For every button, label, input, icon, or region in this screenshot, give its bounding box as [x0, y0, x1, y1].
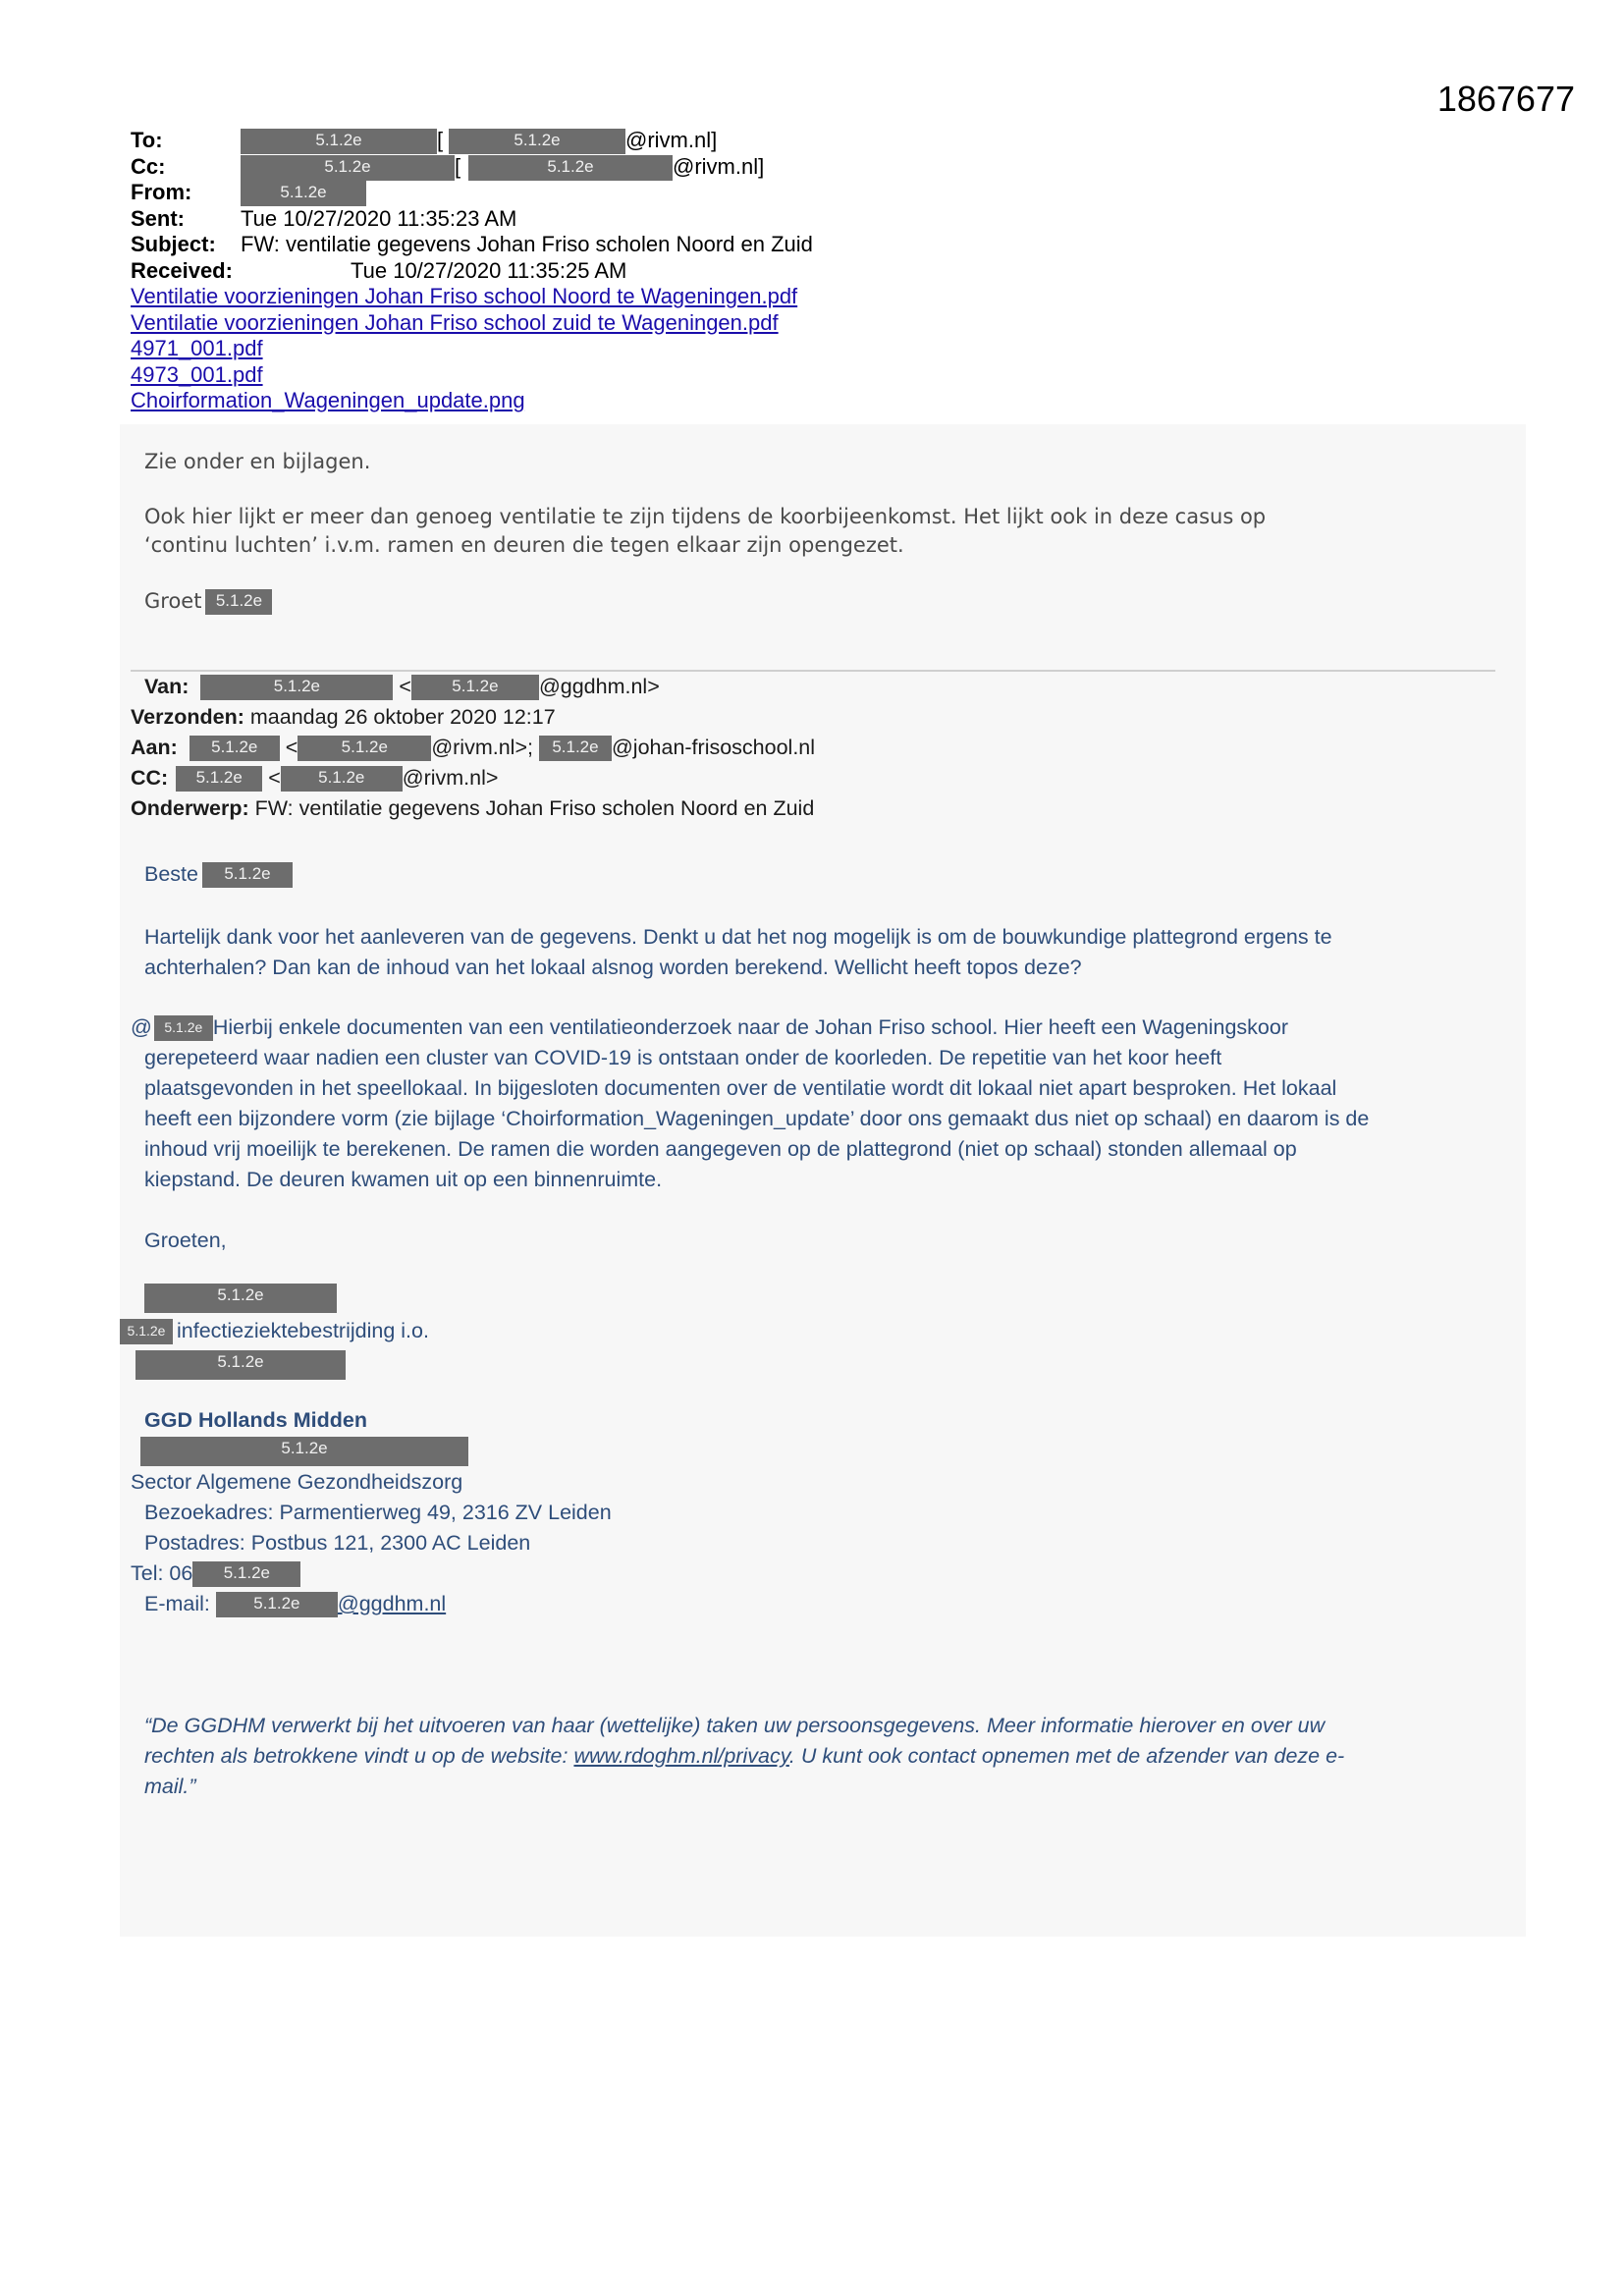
p1b: achterhalen? Dan kan de inhoud van het lokaal alsnog worden berekend. Wellicht heeft topos deze? — [144, 956, 1082, 979]
p2c: plaatsgevonden in het speellokaal. In bijgesloten documenten over de ventilatie wordt dit lokaal niet apart besproken. Het lokaal — [144, 1076, 1337, 1100]
sector: Sector Algemene Gezondheidszorg — [131, 1470, 463, 1494]
redaction: 5.1.2e — [140, 1437, 468, 1466]
received-row — [131, 258, 797, 285]
sig-redaction-2 — [135, 1350, 346, 1380]
p2a-line — [131, 1012, 1288, 1043]
redaction: 5.1.2e — [202, 862, 293, 888]
redaction: 5.1.2e — [241, 155, 455, 181]
redaction: 5.1.2e — [189, 736, 280, 761]
p2b: gerepeteerd waar nadien een cluster van COVID-19 is ontstaan onder de koorleden. De repetitie van het koor heeft — [144, 1046, 1222, 1069]
redaction: 5.1.2e — [205, 589, 272, 615]
p2a: Hierbij enkele documenten van een ventilatieonderzoek naar de Johan Friso school. Hier heeft een Wageningskoor — [212, 1015, 1288, 1039]
aan-domain1: @rivm.nl>; — [431, 736, 533, 759]
outer-header — [131, 128, 813, 414]
email-label: E-mail: — [144, 1592, 210, 1615]
attachment-list — [131, 284, 797, 414]
aan-label: Aan: — [131, 736, 178, 759]
redaction: 5.1.2e — [411, 675, 539, 700]
onderwerp-label: Onderwerp: — [131, 796, 249, 820]
redaction: 5.1.2e — [216, 1592, 338, 1617]
verzonden-label: Verzonden: — [131, 705, 244, 729]
beste-line — [144, 859, 293, 890]
bezoekadres: Bezoekadres: Parmentierweg 49, 2316 ZV Leiden — [144, 1501, 612, 1524]
redaction: 5.1.2e — [176, 766, 262, 792]
redaction: 5.1.2e — [468, 155, 673, 181]
sig-redaction-1 — [144, 1284, 337, 1313]
role: infectieziektebestrijding i.o. — [177, 1319, 429, 1342]
postadres: Postadres: Postbus 121, 2300 AC Leiden — [144, 1531, 531, 1555]
groeten: Groeten, — [144, 1229, 227, 1252]
first-body-line2b: ‘continu luchten’ i.v.m. ramen en deuren die tegen elkaar zijn opengezet. — [144, 533, 904, 557]
cc-inner-domain: @rivm.nl> — [402, 766, 499, 790]
greeting-text: Groet — [144, 589, 202, 613]
received-label: Received: — [131, 257, 233, 283]
disclaimer-line3: mail.” — [144, 1775, 196, 1798]
to-row: To: 5.1.2e [ 5.1.2e @rivm.nl] — [131, 128, 797, 154]
redaction: 5.1.2e — [144, 1284, 337, 1313]
redaction: 5.1.2e — [135, 1350, 346, 1380]
attachment-link[interactable]: Ventilatie voorzieningen Johan Friso school Noord te Wageningen.pdf — [131, 284, 798, 308]
from-label: From: — [131, 180, 192, 204]
subject-row — [131, 232, 813, 258]
onderwerp-row — [131, 793, 814, 824]
redaction: 5.1.2e — [241, 181, 366, 206]
attachment-link[interactable]: Ventilatie voorzieningen Johan Friso school zuid te Wageningen.pdf — [131, 309, 779, 335]
redaction: 5.1.2e — [120, 1319, 173, 1344]
p2d: heeft een bijzondere vorm (zie bijlage ‘Choirformation_Wageningen_update’ door ons gemaakt dus niet op schaal) en daarom is de — [144, 1107, 1370, 1130]
cc-label: Cc: — [131, 153, 166, 179]
attachment-link[interactable]: 4973_001.pdf — [131, 361, 263, 387]
attachment-link[interactable]: Choirformation_Wageningen_update.png — [131, 388, 525, 412]
to-label: To: — [131, 128, 163, 152]
aan-row: Aan: 5.1.2e < 5.1.2e @rivm.nl>; 5.1.2e @johan-frisoschool.nl — [131, 733, 815, 763]
greeting — [144, 587, 272, 616]
disclaimer-text: . U kunt ook contact opnemen met de afzender van deze e- — [788, 1744, 1345, 1768]
disclaimer-text: rechten als betrokkene vindt u op de website: — [144, 1744, 574, 1768]
van-domain: @ggdhm.nl> — [538, 675, 660, 698]
first-body-line1: Zie onder en bijlagen. — [144, 450, 371, 473]
redaction: 5.1.2e — [449, 129, 625, 154]
first-body-line2a: Ook hier lijkt er meer dan genoeg ventilatie te zijn tijdens de koorbijeenkomst. Het lijkt ook in deze casus op — [144, 505, 1267, 528]
redaction: 5.1.2e — [241, 129, 437, 154]
sent-label: Sent: — [131, 205, 185, 231]
p2e: inhoud vrij moeilijk te berekenen. De ramen die worden aangegeven op de plattegrond (niet op schaal) stonden allemaal op — [144, 1137, 1297, 1161]
cc-inner-row: CC: 5.1.2e < 5.1.2e @rivm.nl> — [131, 763, 498, 793]
sent-value: Tue 10/27/2020 11:35:23 AM — [241, 205, 517, 231]
document-number: 1867677 — [1436, 79, 1575, 119]
onderwerp-value: FW: ventilatie gegevens Johan Friso scholen Noord en Zuid — [254, 796, 815, 820]
sig-redaction-3 — [140, 1437, 468, 1466]
from-row — [131, 180, 797, 206]
redaction: 5.1.2e — [298, 736, 431, 761]
redaction: 5.1.2e — [154, 1015, 213, 1041]
verzonden-row — [131, 702, 556, 733]
received-value: Tue 10/27/2020 11:35:25 AM — [351, 257, 627, 283]
disclaimer-line2 — [144, 1741, 1344, 1772]
aan-domain2: @johan-frisoschool.nl — [611, 736, 816, 759]
cc-inner-label: CC: — [131, 766, 169, 790]
at-sign: @ — [131, 1015, 152, 1039]
beste-text: Beste — [144, 862, 198, 886]
attachment-link[interactable]: 4971_001.pdf — [131, 336, 263, 360]
tel-line — [131, 1558, 300, 1589]
to-domain: @rivm.nl] — [625, 128, 718, 152]
redaction: 5.1.2e — [539, 736, 612, 761]
p2f: kiepstand. De deuren kwamen uit op een binnenruimte. — [144, 1168, 663, 1191]
email-line — [144, 1589, 446, 1619]
subject-label: Subject: — [131, 232, 216, 256]
van-label: Van: — [144, 675, 189, 698]
verzonden-value: maandag 26 oktober 2020 12:17 — [249, 705, 556, 729]
tel-label: Tel: 06 — [131, 1561, 193, 1585]
redaction: 5.1.2e — [281, 766, 403, 792]
redaction: 5.1.2e — [200, 675, 393, 700]
van-row: Van: 5.1.2e < 5.1.2e @ggdhm.nl> — [144, 672, 660, 702]
sent-row — [131, 206, 797, 233]
subject-value: FW: ventilatie gegevens Johan Friso scholen Noord en Zuid — [241, 232, 813, 256]
org-name: GGD Hollands Midden — [144, 1408, 367, 1432]
cc-row: Cc: 5.1.2e [ 5.1.2e @rivm.nl] — [131, 154, 797, 181]
role-line — [120, 1316, 429, 1346]
redaction: 5.1.2e — [192, 1561, 300, 1587]
disclaimer-line1: “De GGDHM verwerkt bij het uitvoeren van haar (wettelijke) taken uw persoonsgegevens. Meer informatie hierover en over uw — [144, 1714, 1326, 1737]
p1a: Hartelijk dank voor het aanleveren van de gegevens. Denkt u dat het nog mogelijk is om de bouwkundige plattegrond ergens te — [144, 925, 1332, 949]
cc-domain: @rivm.nl] — [673, 153, 765, 179]
privacy-link[interactable]: www.rdoghm.nl/privacy — [573, 1744, 789, 1768]
email-link[interactable]: @ggdhm.nl — [337, 1592, 447, 1615]
